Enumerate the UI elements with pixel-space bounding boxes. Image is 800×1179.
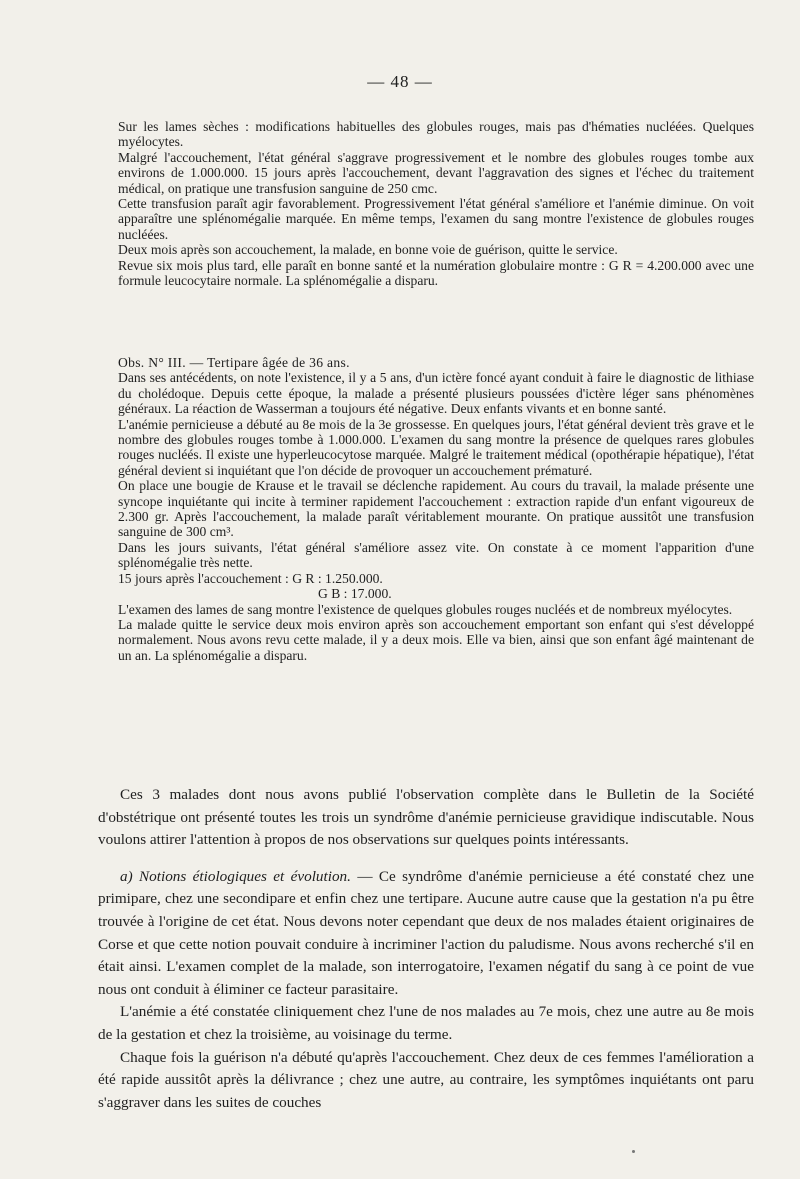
paragraph: Deux mois après son accouchement, la malade, en bonne voie de guérison, quitte le service.: [118, 242, 618, 258]
paragraph: Ces 3 malades dont nous avons publié l'observation complète dans le Bulletin de la Société d'obstétrique ont présenté toutes les trois un syndrôme d'anémie pernicieuse gravidique indiscutable. Nous voulons attirer l'attention à propos de nos observations sur quelques points intéressants.: [98, 786, 754, 849]
case-3-text: [118, 355, 754, 663]
blood-count-gr: 15 jours après l'accouchement : G R : 1.250.000.: [118, 570, 383, 586]
discussion-text: [98, 784, 754, 1114]
blood-count-gb: G B : 17.000.: [318, 586, 392, 602]
paragraph: Chaque fois la guérison n'a débuté qu'après l'accouchement. Chez deux de ces femmes l'amélioration a été rapide aussitôt après la délivrance ; chez une autre, au contraire, les symptômes inquiétants ont paru s'aggraver dans les suites de couches: [98, 1048, 754, 1111]
case-2-text: [118, 119, 754, 288]
paragraph: On place une bougie de Krause et le travail se déclenche rapidement. Au cours du travail, la malade présente une syncope inquiétante qui incite à terminer rapidement l'accouchement : extraction rapide d'un enfant vigoureux de 2.300 gr. Après l'accouchement, la malade paraît véritablement mourante. On pratique aussitôt une transfusion sanguine de 300 cm³.: [118, 478, 754, 540]
case-3-heading: Obs. N° III. — Tertipare âgée de 36 ans.: [118, 355, 350, 370]
paragraph: Sur les lames sèches : modifications habituelles des globules rouges, mais pas d'hématies nucléées. Quelques myélocytes.: [118, 119, 754, 150]
paragraph: Dans ses antécédents, on note l'existence, il y a 5 ans, d'un ictère foncé ayant conduit à faire le diagnostic de lithiase du cholédoque. Depuis cette époque, la malade a présenté plusieurs poussées d'ictère léger sans phénomènes généraux. La réaction de Wasserman a toujours été négative. Deux enfants vivants et en bonne santé.: [118, 370, 754, 417]
paragraph: Cette transfusion paraît agir favorablement. Progressivement l'état général s'améliore et l'anémie diminue. On voit apparaître une splénomégalie marquée. En même temps, l'examen du sang montre l'existence de globules rouges nucléées.: [118, 196, 754, 242]
section-title: a) Notions étiologiques et évolution.: [120, 867, 351, 885]
paragraph: L'examen des lames de sang montre l'existence de quelques globules rouges nucléés et de nombreux myélocytes.: [118, 601, 733, 617]
paragraph: La malade quitte le service deux mois environ après son accouchement emportant son enfant qui s'est développé normalement. Nous avons revu cette malade, il y a deux mois. Elle va bien, ainsi que son enfant âgé maintenant de un an. La splénomégalie a disparu.: [118, 616, 754, 663]
print-speck: [632, 1150, 635, 1153]
paragraph: Dans les jours suivants, l'état général s'améliore assez vite. On constate à ce moment l'apparition d'une splénomégalie très nette.: [118, 539, 754, 571]
section-body: — Ce syndrôme d'anémie pernicieuse a été constaté chez une primipare, chez une secondipare et enfin chez une tertipare. Aucune autre cause que la gestation n'a pu être trouvée à l'origine de cet état. Nous devons noter cependant que deux de nos malades étaient originaires de Corse et que cette notion pouvait conduire à incriminer l'action du paludisme. Nous avons recherché s'il en était ainsi. L'examen complet de la malade, son interrogatoire, l'examen négatif du sang à ce point de vue nous ont conduit à éliminer ce facteur parasitaire.: [98, 867, 754, 998]
paragraph: Malgré l'accouchement, l'état général s'aggrave progressivement et le nombre des globules rouges tombe aux environs de 1.000.000. 15 jours après l'accouchement, devant l'aggravation des signes et l'échec du traitement médical, on pratique une transfusion sanguine de 250 cmc.: [118, 149, 754, 196]
paragraph: L'anémie a été constatée cliniquement chez l'une de nos malades au 7e mois, chez une autre au 8e mois de la gestation et chez la troisième, au voisinage du terme.: [98, 1003, 754, 1043]
paragraph: L'anémie pernicieuse a débuté au 8e mois de la 3e grossesse. En quelques jours, l'état général devient très grave et le nombre des globules rouges tombe à 1.000.000. L'examen du sang montre la présence de quelques rares globules rouges nucléés. Il existe une hyperleucocytose marquée. Malgré le traitement médical (opothérapie hépatique), l'état général devient si inquiétant que l'on décide de provoquer un accouchement prématuré.: [118, 416, 754, 478]
paragraph: Revue six mois plus tard, elle paraît en bonne santé et la numération globulaire montre : G R = 4.200.000 avec une formule leucocytaire normale. La splénomégalie a disparu.: [118, 257, 754, 289]
page-number: — 48 —: [367, 72, 433, 91]
paragraph: [98, 866, 754, 1002]
